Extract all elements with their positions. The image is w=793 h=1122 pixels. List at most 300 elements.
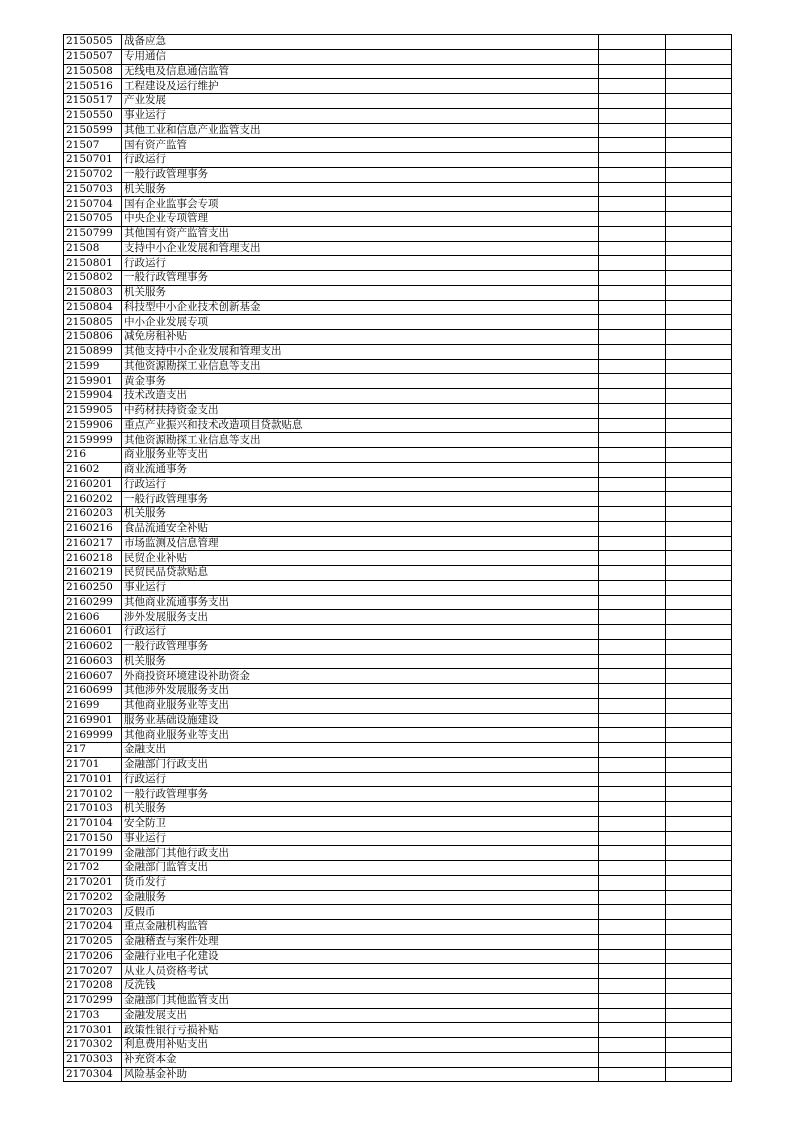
subject-name-cell: 商业服务业等支出 (122, 448, 599, 463)
table-row (64, 698, 732, 713)
table-row (64, 890, 732, 905)
table-row (64, 256, 732, 271)
table-row (64, 905, 732, 920)
subject-code-cell: 2160699 (64, 684, 122, 699)
value-cell-2 (666, 182, 732, 197)
table-row (64, 492, 732, 507)
subject-code-cell: 2150508 (64, 64, 122, 79)
value-cell-2 (666, 979, 732, 994)
value-cell-1 (599, 448, 666, 463)
value-cell-2 (666, 1067, 732, 1082)
table-row (64, 212, 732, 227)
value-cell-2 (666, 167, 732, 182)
subject-name-cell: 中央企业专项管理 (122, 212, 599, 227)
table-row (64, 566, 732, 581)
table-row (64, 993, 732, 1008)
subject-code-cell: 2170299 (64, 993, 122, 1008)
value-cell-1 (599, 639, 666, 654)
subject-code-cell: 2170103 (64, 802, 122, 817)
subject-name-cell: 金融部门行政支出 (122, 757, 599, 772)
table-row (64, 315, 732, 330)
subject-code-cell: 2150702 (64, 167, 122, 182)
subject-name-cell: 一般行政管理事务 (122, 639, 599, 654)
subject-name-cell: 无线电及信息通信监管 (122, 64, 599, 79)
value-cell-1 (599, 625, 666, 640)
value-cell-1 (599, 964, 666, 979)
value-cell-2 (666, 108, 732, 123)
table-row (64, 949, 732, 964)
value-cell-1 (599, 197, 666, 212)
subject-name-cell: 其他工业和信息产业监管支出 (122, 123, 599, 138)
subject-name-cell: 减免房租补贴 (122, 330, 599, 345)
value-cell-1 (599, 330, 666, 345)
value-cell-1 (599, 433, 666, 448)
subject-name-cell: 其他资源勘探工业信息等支出 (122, 433, 599, 448)
value-cell-1 (599, 743, 666, 758)
table-row (64, 816, 732, 831)
table-row (64, 153, 732, 168)
value-cell-1 (599, 920, 666, 935)
value-cell-2 (666, 875, 732, 890)
subject-code-cell: 2160602 (64, 639, 122, 654)
subject-code-cell: 2150704 (64, 197, 122, 212)
subject-code-cell: 2159906 (64, 418, 122, 433)
table-row (64, 875, 732, 890)
value-cell-2 (666, 285, 732, 300)
value-cell-1 (599, 153, 666, 168)
table-row (64, 1052, 732, 1067)
subject-code-cell: 2170303 (64, 1052, 122, 1067)
subject-code-cell: 2159905 (64, 403, 122, 418)
subject-code-cell: 2150703 (64, 182, 122, 197)
value-cell-1 (599, 816, 666, 831)
value-cell-2 (666, 610, 732, 625)
value-cell-2 (666, 477, 732, 492)
value-cell-2 (666, 639, 732, 654)
subject-code-cell: 21602 (64, 462, 122, 477)
table-row (64, 123, 732, 138)
subject-name-cell: 一般行政管理事务 (122, 271, 599, 286)
value-cell-1 (599, 949, 666, 964)
value-cell-1 (599, 1052, 666, 1067)
value-cell-1 (599, 300, 666, 315)
table-row (64, 462, 732, 477)
table-row (64, 418, 732, 433)
subject-code-cell: 2170208 (64, 979, 122, 994)
value-cell-1 (599, 698, 666, 713)
subject-code-cell: 2160601 (64, 625, 122, 640)
value-cell-2 (666, 713, 732, 728)
value-cell-2 (666, 743, 732, 758)
table-row (64, 507, 732, 522)
subject-code-cell: 21507 (64, 138, 122, 153)
value-cell-1 (599, 1023, 666, 1038)
value-cell-1 (599, 182, 666, 197)
subject-code-cell: 2160201 (64, 477, 122, 492)
table-row (64, 330, 732, 345)
subject-code-cell: 2150803 (64, 285, 122, 300)
table-row (64, 713, 732, 728)
subject-code-cell: 2170204 (64, 920, 122, 935)
subject-name-cell: 金融发展支出 (122, 1008, 599, 1023)
value-cell-2 (666, 698, 732, 713)
value-cell-2 (666, 816, 732, 831)
value-cell-1 (599, 861, 666, 876)
subject-name-cell: 市场监测及信息管理 (122, 536, 599, 551)
value-cell-1 (599, 934, 666, 949)
subject-name-cell: 机关服务 (122, 507, 599, 522)
subject-name-cell: 行政运行 (122, 153, 599, 168)
table-row (64, 448, 732, 463)
subject-code-cell: 2170101 (64, 772, 122, 787)
table-row (64, 226, 732, 241)
value-cell-2 (666, 49, 732, 64)
table-row (64, 182, 732, 197)
table-row (64, 625, 732, 640)
table-row (64, 35, 732, 50)
value-cell-2 (666, 1008, 732, 1023)
subject-code-cell: 2160218 (64, 551, 122, 566)
table-row (64, 580, 732, 595)
subject-code-cell: 2150505 (64, 35, 122, 50)
value-cell-1 (599, 138, 666, 153)
value-cell-1 (599, 536, 666, 551)
table-row (64, 934, 732, 949)
subject-name-cell: 商业流通事务 (122, 462, 599, 477)
subject-code-cell: 21508 (64, 241, 122, 256)
subject-code-cell: 2170102 (64, 787, 122, 802)
value-cell-2 (666, 330, 732, 345)
value-cell-2 (666, 344, 732, 359)
value-cell-2 (666, 934, 732, 949)
table-row (64, 167, 732, 182)
value-cell-1 (599, 507, 666, 522)
subject-code-cell: 2160603 (64, 654, 122, 669)
subject-code-cell: 2169999 (64, 728, 122, 743)
value-cell-2 (666, 271, 732, 286)
value-cell-2 (666, 462, 732, 477)
value-cell-2 (666, 566, 732, 581)
subject-code-cell: 2150899 (64, 344, 122, 359)
value-cell-2 (666, 153, 732, 168)
value-cell-1 (599, 831, 666, 846)
value-cell-2 (666, 94, 732, 109)
value-cell-2 (666, 669, 732, 684)
subject-code-cell: 2160203 (64, 507, 122, 522)
value-cell-2 (666, 993, 732, 1008)
value-cell-1 (599, 521, 666, 536)
value-cell-2 (666, 949, 732, 964)
subject-code-cell: 21606 (64, 610, 122, 625)
table-row (64, 1023, 732, 1038)
value-cell-1 (599, 1067, 666, 1082)
subject-name-cell: 战备应急 (122, 35, 599, 50)
table-body (64, 35, 732, 1082)
table-row (64, 389, 732, 404)
value-cell-2 (666, 448, 732, 463)
subject-name-cell: 从业人员资格考试 (122, 964, 599, 979)
subject-name-cell: 机关服务 (122, 654, 599, 669)
value-cell-1 (599, 905, 666, 920)
subject-name-cell: 金融行业电子化建设 (122, 949, 599, 964)
value-cell-1 (599, 49, 666, 64)
value-cell-2 (666, 551, 732, 566)
value-cell-1 (599, 890, 666, 905)
subject-name-cell: 其他商业服务业等支出 (122, 728, 599, 743)
subject-code-cell: 21703 (64, 1008, 122, 1023)
table-row (64, 595, 732, 610)
value-cell-2 (666, 964, 732, 979)
table-row (64, 197, 732, 212)
subject-name-cell: 补充资本金 (122, 1052, 599, 1067)
value-cell-1 (599, 875, 666, 890)
value-cell-1 (599, 123, 666, 138)
subject-code-cell: 2150801 (64, 256, 122, 271)
value-cell-1 (599, 64, 666, 79)
subject-name-cell: 产业发展 (122, 94, 599, 109)
subject-name-cell: 风险基金补助 (122, 1067, 599, 1082)
value-cell-1 (599, 403, 666, 418)
value-cell-2 (666, 905, 732, 920)
value-cell-2 (666, 595, 732, 610)
table-row (64, 49, 732, 64)
table-row (64, 654, 732, 669)
value-cell-2 (666, 79, 732, 94)
value-cell-2 (666, 359, 732, 374)
table-row (64, 979, 732, 994)
value-cell-2 (666, 241, 732, 256)
value-cell-1 (599, 389, 666, 404)
subject-code-cell: 2150799 (64, 226, 122, 241)
value-cell-2 (666, 772, 732, 787)
value-cell-1 (599, 713, 666, 728)
subject-code-cell: 2150705 (64, 212, 122, 227)
value-cell-2 (666, 389, 732, 404)
subject-code-cell: 2150599 (64, 123, 122, 138)
subject-code-cell: 2159901 (64, 374, 122, 389)
subject-code-cell: 2170202 (64, 890, 122, 905)
value-cell-1 (599, 35, 666, 50)
value-cell-1 (599, 108, 666, 123)
subject-code-cell: 2150516 (64, 79, 122, 94)
subject-name-cell: 事业运行 (122, 108, 599, 123)
subject-code-cell: 2160607 (64, 669, 122, 684)
subject-name-cell: 一般行政管理事务 (122, 787, 599, 802)
table-row (64, 521, 732, 536)
subject-code-cell: 21701 (64, 757, 122, 772)
subject-code-cell: 217 (64, 743, 122, 758)
subject-name-cell: 金融部门监管支出 (122, 861, 599, 876)
value-cell-1 (599, 551, 666, 566)
value-cell-2 (666, 138, 732, 153)
subject-name-cell: 行政运行 (122, 256, 599, 271)
value-cell-2 (666, 654, 732, 669)
subject-code-cell: 216 (64, 448, 122, 463)
subject-name-cell: 安全防卫 (122, 816, 599, 831)
value-cell-1 (599, 772, 666, 787)
subject-code-cell: 2160217 (64, 536, 122, 551)
subject-name-cell: 其他商业服务业等支出 (122, 698, 599, 713)
subject-name-cell: 黄金事务 (122, 374, 599, 389)
value-cell-1 (599, 846, 666, 861)
subject-code-cell: 2170203 (64, 905, 122, 920)
subject-code-cell: 2170302 (64, 1038, 122, 1053)
subject-name-cell: 国有资产监管 (122, 138, 599, 153)
value-cell-1 (599, 728, 666, 743)
value-cell-2 (666, 846, 732, 861)
table-row (64, 285, 732, 300)
subject-name-cell: 科技型中小企业技术创新基金 (122, 300, 599, 315)
table-row (64, 241, 732, 256)
subject-code-cell: 2150805 (64, 315, 122, 330)
value-cell-2 (666, 684, 732, 699)
subject-name-cell: 行政运行 (122, 477, 599, 492)
table-row (64, 964, 732, 979)
table-row (64, 1067, 732, 1082)
value-cell-2 (666, 787, 732, 802)
subject-code-cell: 2150802 (64, 271, 122, 286)
value-cell-2 (666, 507, 732, 522)
subject-name-cell: 事业运行 (122, 831, 599, 846)
table-row (64, 772, 732, 787)
table-row (64, 861, 732, 876)
value-cell-1 (599, 595, 666, 610)
value-cell-2 (666, 256, 732, 271)
subject-code-cell: 2160216 (64, 521, 122, 536)
subject-name-cell: 金融部门其他监管支出 (122, 993, 599, 1008)
value-cell-2 (666, 831, 732, 846)
subject-code-cell: 2170205 (64, 934, 122, 949)
subject-name-cell: 中小企业发展专项 (122, 315, 599, 330)
table-row (64, 743, 732, 758)
subject-code-cell: 21699 (64, 698, 122, 713)
table-row (64, 94, 732, 109)
value-cell-2 (666, 521, 732, 536)
table-row (64, 138, 732, 153)
table-row (64, 403, 732, 418)
subject-name-cell: 反洗钱 (122, 979, 599, 994)
subject-name-cell: 货币发行 (122, 875, 599, 890)
value-cell-2 (666, 890, 732, 905)
table-row (64, 684, 732, 699)
subject-name-cell: 机关服务 (122, 285, 599, 300)
subject-name-cell: 工程建设及运行维护 (122, 79, 599, 94)
subject-name-cell: 民贸企业补贴 (122, 551, 599, 566)
value-cell-1 (599, 374, 666, 389)
table-row (64, 802, 732, 817)
value-cell-1 (599, 285, 666, 300)
subject-code-cell: 2170301 (64, 1023, 122, 1038)
value-cell-2 (666, 433, 732, 448)
table-row (64, 344, 732, 359)
subject-name-cell: 技术改造支出 (122, 389, 599, 404)
value-cell-2 (666, 802, 732, 817)
value-cell-2 (666, 1038, 732, 1053)
value-cell-2 (666, 418, 732, 433)
table-row (64, 1038, 732, 1053)
subject-code-cell: 2160219 (64, 566, 122, 581)
table-row (64, 536, 732, 551)
value-cell-1 (599, 167, 666, 182)
value-cell-2 (666, 197, 732, 212)
value-cell-1 (599, 477, 666, 492)
table-row (64, 669, 732, 684)
subject-name-cell: 利息费用补贴支出 (122, 1038, 599, 1053)
value-cell-2 (666, 920, 732, 935)
subject-code-cell: 2170150 (64, 831, 122, 846)
value-cell-2 (666, 123, 732, 138)
table-row (64, 610, 732, 625)
value-cell-1 (599, 94, 666, 109)
subject-code-cell: 2170207 (64, 964, 122, 979)
subject-code-cell: 2169901 (64, 713, 122, 728)
subject-name-cell: 事业运行 (122, 580, 599, 595)
subject-code-cell: 2170304 (64, 1067, 122, 1082)
table-row (64, 757, 732, 772)
value-cell-2 (666, 580, 732, 595)
value-cell-1 (599, 492, 666, 507)
subject-name-cell: 支持中小企业发展和管理支出 (122, 241, 599, 256)
subject-code-cell: 2170206 (64, 949, 122, 964)
subject-name-cell: 其他资源勘探工业信息等支出 (122, 359, 599, 374)
subject-name-cell: 重点金融机构监管 (122, 920, 599, 935)
table-row (64, 846, 732, 861)
value-cell-1 (599, 787, 666, 802)
subject-code-cell: 2150517 (64, 94, 122, 109)
value-cell-1 (599, 1038, 666, 1053)
value-cell-1 (599, 1008, 666, 1023)
subject-code-cell: 21702 (64, 861, 122, 876)
value-cell-2 (666, 35, 732, 50)
subject-name-cell: 重点产业振兴和技术改造项目贷款贴息 (122, 418, 599, 433)
value-cell-1 (599, 684, 666, 699)
value-cell-1 (599, 344, 666, 359)
subject-name-cell: 服务业基础设施建设 (122, 713, 599, 728)
subject-code-cell: 2150804 (64, 300, 122, 315)
table-row (64, 359, 732, 374)
value-cell-2 (666, 757, 732, 772)
table-row (64, 271, 732, 286)
table-row (64, 79, 732, 94)
subject-name-cell: 民贸民品贷款贴息 (122, 566, 599, 581)
subject-name-cell: 其他国有资产监管支出 (122, 226, 599, 241)
subject-code-cell: 2159999 (64, 433, 122, 448)
table-row (64, 64, 732, 79)
table-row (64, 374, 732, 389)
value-cell-1 (599, 580, 666, 595)
subject-name-cell: 行政运行 (122, 772, 599, 787)
value-cell-2 (666, 226, 732, 241)
subject-name-cell: 一般行政管理事务 (122, 492, 599, 507)
value-cell-1 (599, 462, 666, 477)
value-cell-2 (666, 315, 732, 330)
subject-code-cell: 2159904 (64, 389, 122, 404)
value-cell-1 (599, 359, 666, 374)
value-cell-1 (599, 610, 666, 625)
value-cell-1 (599, 418, 666, 433)
value-cell-2 (666, 300, 732, 315)
table-row (64, 433, 732, 448)
subject-name-cell: 专用通信 (122, 49, 599, 64)
table-row (64, 831, 732, 846)
table-row (64, 787, 732, 802)
value-cell-2 (666, 1023, 732, 1038)
table-row (64, 1008, 732, 1023)
value-cell-1 (599, 315, 666, 330)
subject-name-cell: 国有企业监事会专项 (122, 197, 599, 212)
subject-name-cell: 机关服务 (122, 182, 599, 197)
value-cell-2 (666, 728, 732, 743)
